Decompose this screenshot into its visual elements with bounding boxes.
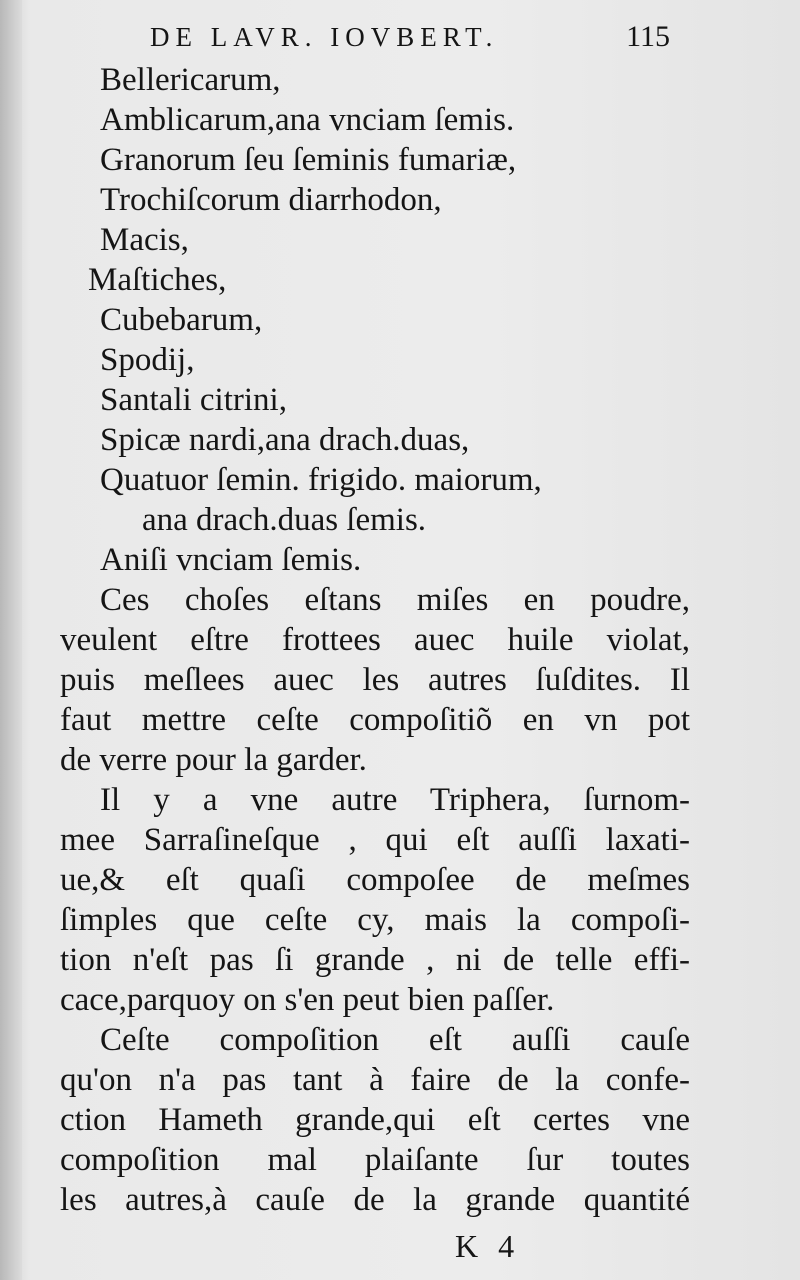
ingredient-line: Santali citrini, xyxy=(100,382,287,418)
ingredient-line: Amblicarum,ana vnciam ſemis. xyxy=(100,102,515,138)
paragraph-line: ſimples que ceſte cy, mais la compoſi- xyxy=(60,902,690,938)
page-number: 115 xyxy=(626,20,670,53)
paragraph-line: puis meſlees auec les autres ſuſdites. Il xyxy=(60,662,690,698)
ingredient-line: Maſtiches, xyxy=(88,262,227,298)
paragraph-line: de verre pour la garder. xyxy=(60,742,367,778)
paragraph-line: Ceſte compoſition eſt auſſi cauſe xyxy=(100,1022,690,1058)
running-title: DE LAVR. IOVBERT. xyxy=(150,22,499,52)
paragraph-line: qu'on n'a pas tant à faire de la confe- xyxy=(60,1062,690,1098)
ingredient-line: Granorum ſeu ſeminis fumariæ, xyxy=(100,142,517,178)
ingredient-line: Spicæ nardi,ana drach.duas, xyxy=(100,422,470,458)
paragraph-line: ction Hameth grande,qui eſt certes vne xyxy=(60,1102,690,1138)
page-header xyxy=(150,20,670,56)
paragraph-line: tion n'eſt pas ſi grande , ni de telle effi- xyxy=(60,942,690,978)
ingredient-line: Bellericarum, xyxy=(100,62,281,98)
paragraph-line: Ces choſes eſtans miſes en poudre, xyxy=(100,582,690,618)
ingredient-line: ana drach.duas ſemis. xyxy=(142,502,427,538)
ingredient-line: Trochiſcorum diarrhodon, xyxy=(100,182,442,218)
signature-mark: K 4 xyxy=(455,1228,521,1264)
paragraph-1 xyxy=(60,580,690,780)
paragraph-line: cace,parquoy on s'en peut bien paſſer. xyxy=(60,982,555,1018)
ingredient-line: Spodij, xyxy=(100,342,195,378)
paragraph-line: Il y a vne autre Triphera, ſurnom- xyxy=(100,782,690,818)
paragraph-line: veulent eſtre frottees auec huile violat, xyxy=(60,622,690,658)
paragraph-line: mee Sarraſineſque , qui eſt auſſi laxati- xyxy=(60,822,690,858)
recipe-ingredient-list xyxy=(60,60,690,580)
paragraph-2 xyxy=(60,780,690,1020)
paragraph-line: les autres,à cauſe de la grande quantité xyxy=(60,1182,690,1218)
paragraph-line: ue,& eſt quaſi compoſee de meſmes xyxy=(60,862,690,898)
ingredient-line: Macis, xyxy=(100,222,189,258)
paragraph-3 xyxy=(60,1020,690,1220)
body-text xyxy=(60,60,690,1220)
paragraph-line: compoſition mal plaiſante ſur toutes xyxy=(60,1142,690,1178)
ingredient-line: Aniſi vnciam ſemis. xyxy=(100,542,362,578)
ingredient-line: Cubebarum, xyxy=(100,302,263,338)
ingredient-line: Quatuor ſemin. frigido. maiorum, xyxy=(100,462,542,498)
page-gutter-shadow xyxy=(0,0,22,1280)
paragraph-line: faut mettre ceſte compoſitiõ en vn pot xyxy=(60,702,690,738)
